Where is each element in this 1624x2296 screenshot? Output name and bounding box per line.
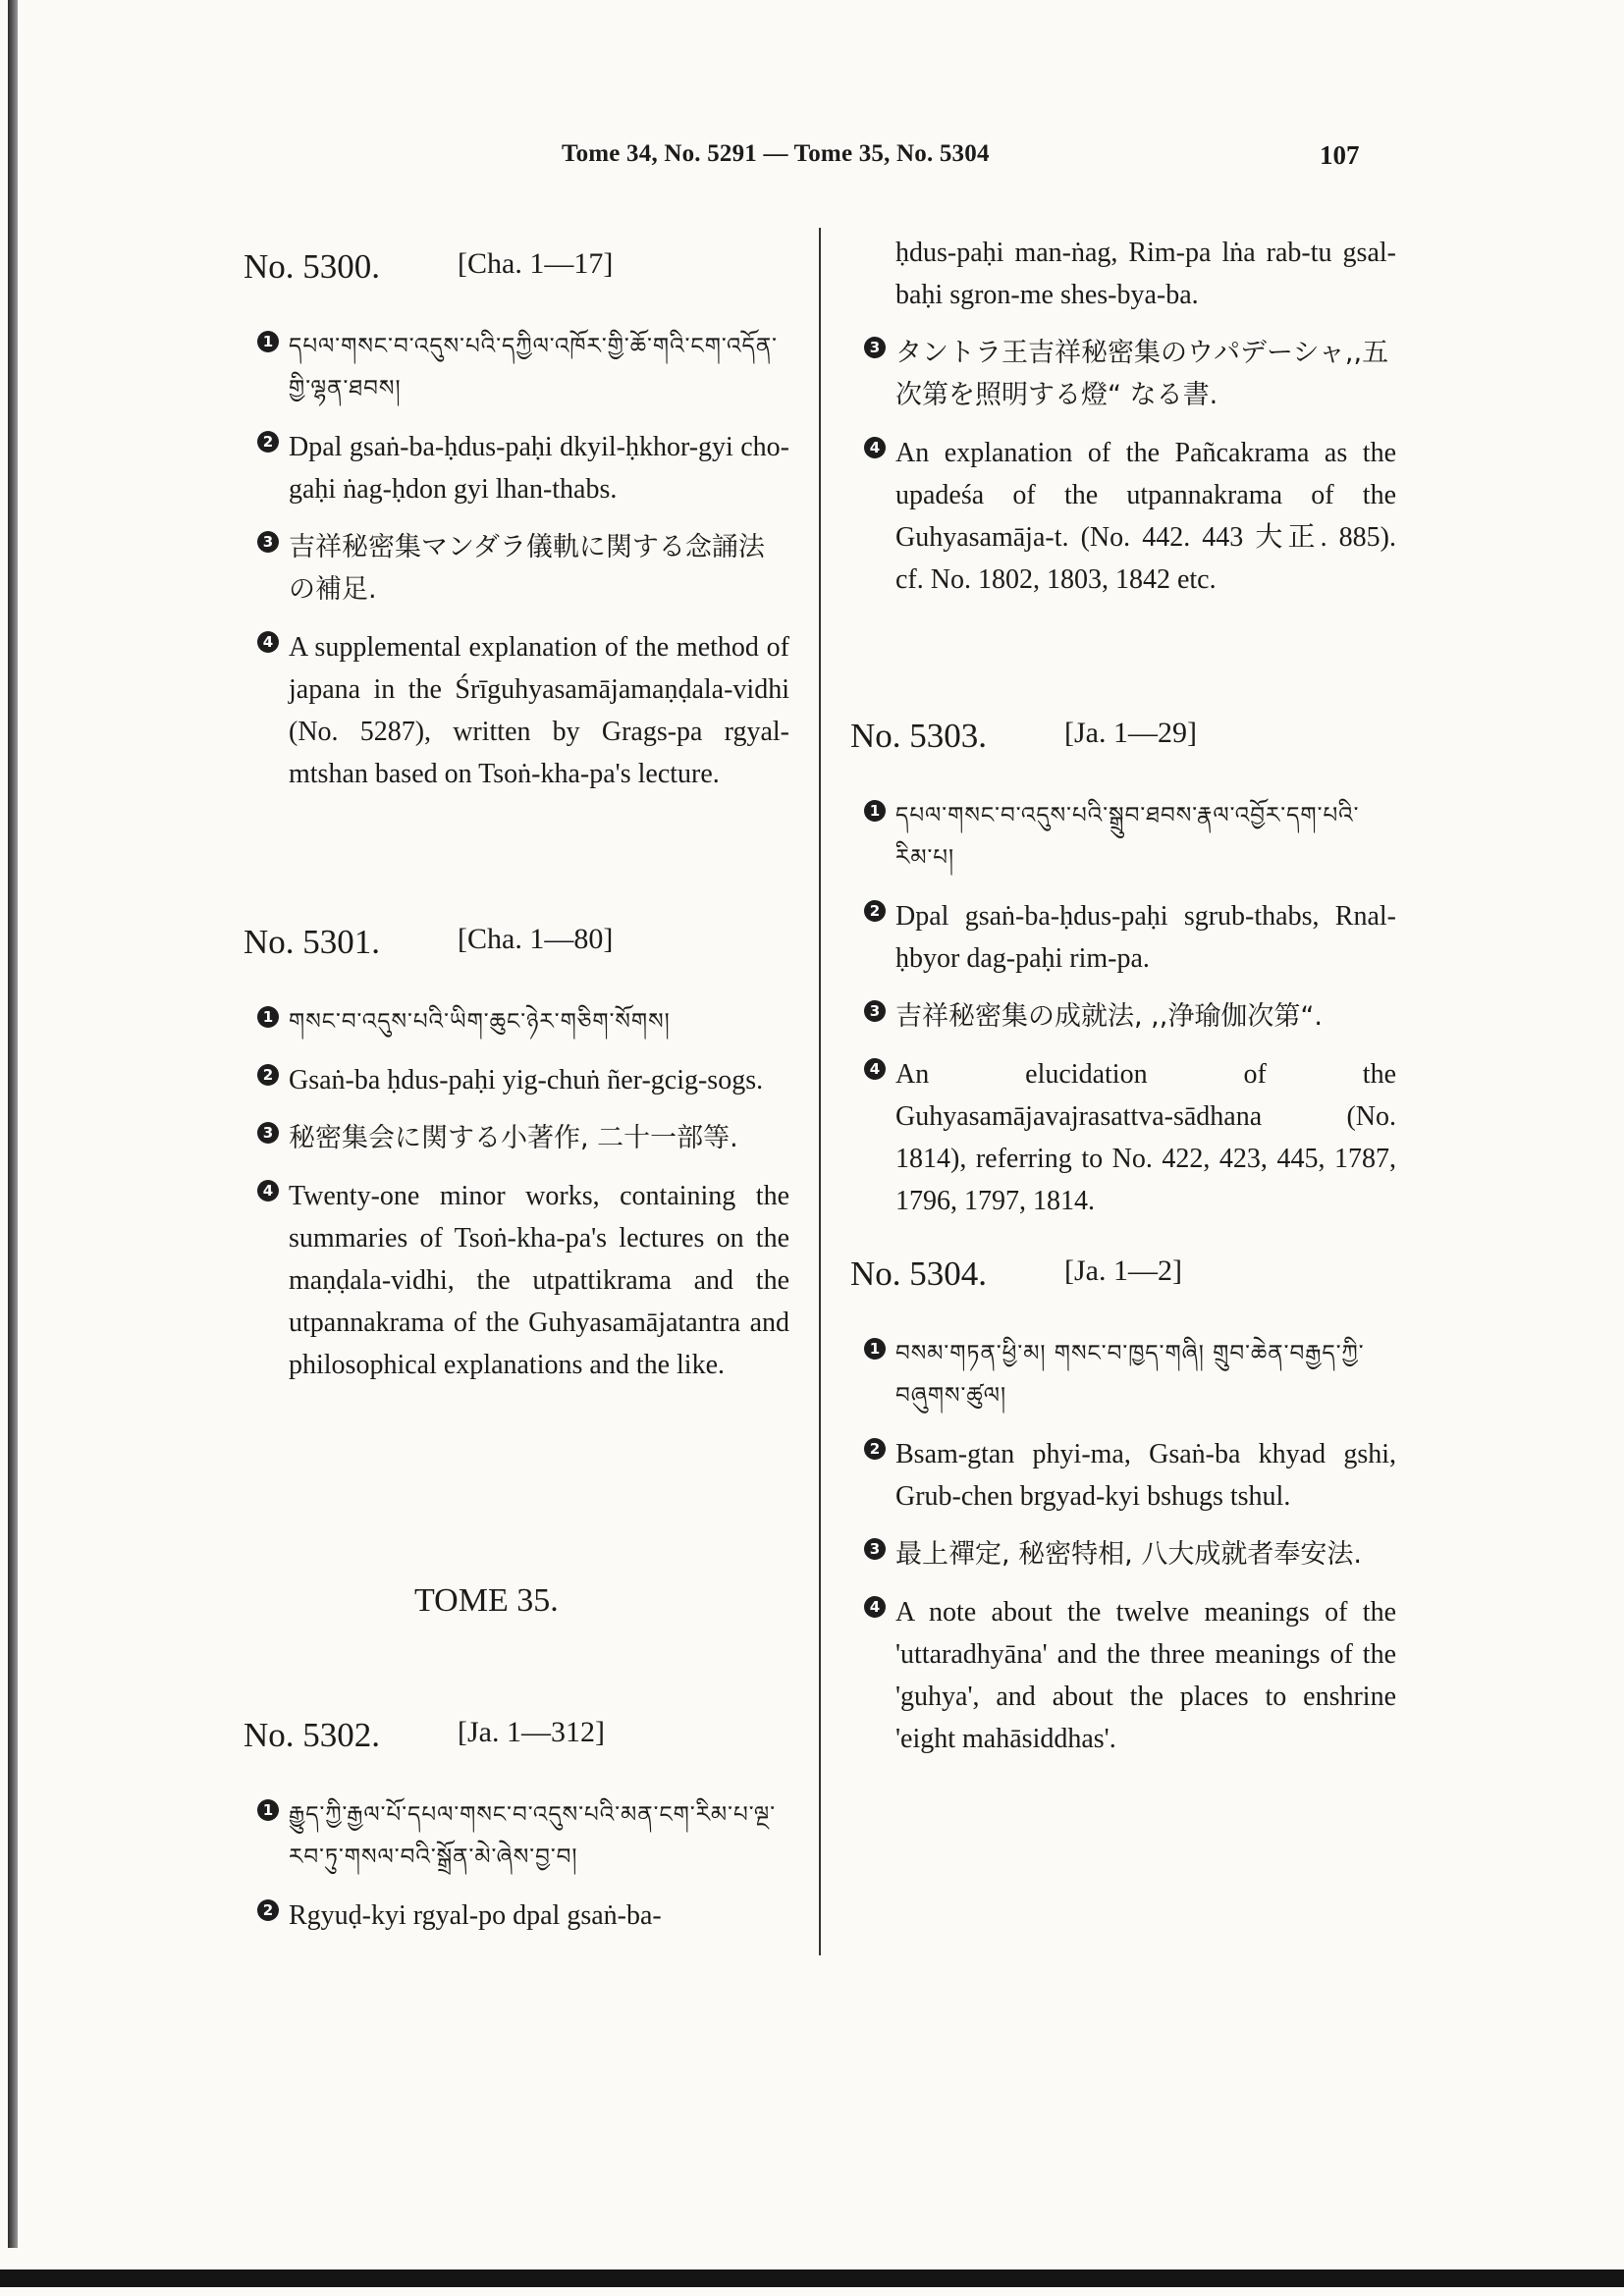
transliteration: 2 Gsaṅ-ba ḥdus-paḥi yig-chuṅ ñer-gcig-sogs. xyxy=(240,1059,789,1101)
marker-4: 4 xyxy=(257,631,279,653)
marker-3: 3 xyxy=(257,1122,279,1144)
entry-heading xyxy=(240,247,789,300)
entry-5304 xyxy=(846,1255,1396,1760)
japanese-title: 3 最上禪定, 秘密特相, 八大成就者奉安法. xyxy=(846,1533,1396,1575)
marker-3: 3 xyxy=(257,531,279,553)
marker-2: 2 xyxy=(864,900,886,922)
tibetan-title: 1 བསམ་གཏན་ཕྱི་མ། གསང་བ་ཁྱད་གཞི། གྲུབ་ཆེན་བརྒྱད་ཀྱི་བཞུགས་ཚུལ། xyxy=(846,1333,1396,1417)
japanese-title: 3 吉祥秘密集マンダラ儀軌に関する念誦法の補足. xyxy=(240,526,789,611)
entry-heading xyxy=(240,1716,789,1769)
entry-5301 xyxy=(240,923,789,1386)
english-description: 4 An elucidation of the Guhyasamājavajrasattva-sādhana (No. 1814), referring to No. 422, 423, 445, 1787, 1796, 1797, 1814. xyxy=(846,1053,1396,1222)
english-description: 4 Twenty-one minor works, containing the summaries of Tsoṅ-kha-pa's lectures on the maṇḍala-vidhi, the utpattikrama and the utpannakrama of the Guhyasamājatantra and philosophical explanations and the like. xyxy=(240,1175,789,1386)
entry-reference: [Ja. 1—29] xyxy=(1064,717,1197,749)
transliteration: 2 Dpal gsaṅ-ba-ḥdus-paḥi sgrub-thabs, Rnal-ḥbyor dag-paḥi rim-pa. xyxy=(846,895,1396,980)
entry-reference: [Cha. 1—17] xyxy=(458,247,614,280)
entry-reference: [Ja. 1—2] xyxy=(1064,1255,1182,1287)
japanese-title: 3 タントラ王吉祥秘密集のウパデーシャ,,五次第を照明する燈“ なる書. xyxy=(846,332,1396,416)
english-description: 4 A note about the twelve meanings of the 'uttaradhyāna' and the three meanings of the 'guhya', and about the places to enshrine 'eight mahāsiddhas'. xyxy=(846,1591,1396,1760)
marker-3: 3 xyxy=(864,1538,886,1560)
marker-2: 2 xyxy=(257,1064,279,1086)
transliteration-continued: ḥdus-paḥi man-ṅag, Rim-pa lṅa rab-tu gsal-baḥi sgron-me shes-bya-ba. xyxy=(895,238,1396,310)
entry-5300 xyxy=(240,247,789,795)
column-divider xyxy=(819,228,821,1955)
entry-number: No. 5302. xyxy=(244,1716,381,1754)
transliteration: 2 Bsam-gtan phyi-ma, Gsaṅ-ba khyad gshi, Grub-chen brgyad-kyi bshugs tshul. xyxy=(846,1433,1396,1518)
entry-5303 xyxy=(846,717,1396,1222)
japanese-title: 3 秘密集会に関する小著作, 二十一部等. xyxy=(240,1117,789,1159)
entry-heading xyxy=(240,923,789,976)
tibetan-title: 1 རྒྱུད་ཀྱི་རྒྱལ་པོ་དཔལ་གསང་བ་འདུས་པའི་མན་ངག་རིམ་པ་ལྔ་རབ་ཏུ་གསལ་བའི་སྒྲོན་མེ་ཞེས་བྱ་བ། xyxy=(240,1794,789,1879)
entry-5302 xyxy=(240,1716,789,1937)
marker-4: 4 xyxy=(257,1180,279,1201)
entry-number: No. 5304. xyxy=(850,1255,988,1293)
entry-5302-continued xyxy=(846,232,1396,601)
marker-2: 2 xyxy=(257,1899,279,1921)
page-header xyxy=(0,140,1624,180)
tome-title: TOME 35. xyxy=(414,1582,559,1619)
transliteration: 2 Rgyuḍ-kyi rgyal-po dpal gsaṅ-ba- xyxy=(240,1895,789,1937)
tibetan-title: 1 དཔལ་གསང་བ་འདུས་པའི་སྒྲུབ་ཐབས་རྣལ་འབྱོར་དག་པའི་རིམ་པ། xyxy=(846,795,1396,880)
marker-3: 3 xyxy=(864,1000,886,1022)
entry-reference: [Cha. 1—80] xyxy=(458,923,614,955)
marker-4: 4 xyxy=(864,1596,886,1618)
transliteration: 2 Dpal gsaṅ-ba-ḥdus-paḥi dkyil-ḥkhor-gyi cho-gaḥi ṅag-ḥdon gyi lhan-thabs. xyxy=(240,426,789,510)
page-left-border xyxy=(8,0,18,2248)
marker-4: 4 xyxy=(864,437,886,458)
english-description: 4 An explanation of the Pañcakrama as the upadeśa of the utpannakrama of the Guhyasamāja-t. (No. 442. 443 大正. 885). cf. No. 1802, 1803, 1842 etc. xyxy=(846,432,1396,601)
japanese-title: 3 吉祥秘密集の成就法, ,,浄瑜伽次第“. xyxy=(846,995,1396,1038)
marker-4: 4 xyxy=(864,1058,886,1080)
marker-2: 2 xyxy=(257,431,279,453)
page-bottom-border xyxy=(0,2269,1624,2287)
entry-heading xyxy=(846,717,1396,770)
page-number: 107 xyxy=(1320,140,1360,170)
marker-1: 1 xyxy=(257,1799,279,1821)
marker-1: 1 xyxy=(257,331,279,352)
tibetan-title: 1 དཔལ་གསང་བ་འདུས་པའི་དཀྱིལ་འཁོར་གྱི་ཆོ་གའི་ངག་འདོན་གྱི་ལྷན་ཐབས། xyxy=(240,326,789,410)
entry-number: No. 5300. xyxy=(244,247,381,286)
marker-1: 1 xyxy=(864,1338,886,1360)
entry-reference: [Ja. 1—312] xyxy=(458,1716,605,1748)
marker-3: 3 xyxy=(864,337,886,358)
marker-1: 1 xyxy=(864,800,886,822)
running-head: Tome 34, No. 5291 — Tome 35, No. 5304 xyxy=(562,140,990,167)
entry-heading xyxy=(846,1255,1396,1308)
entry-number: No. 5301. xyxy=(244,923,381,961)
marker-2: 2 xyxy=(864,1438,886,1460)
tibetan-title: 1 གསང་བ་འདུས་པའི་ཡིག་ཆུང་ཉེར་གཅིག་སོགས། xyxy=(240,1001,789,1043)
marker-1: 1 xyxy=(257,1006,279,1028)
entry-number: No. 5303. xyxy=(850,717,988,755)
english-description: 4 A supplemental explanation of the method of japana in the Śrīguhyasamājamaṇḍala-vidhi (No. 5287), written by Grags-pa rgyal-mtshan based on Tsoṅ-kha-pa's lecture. xyxy=(240,626,789,795)
